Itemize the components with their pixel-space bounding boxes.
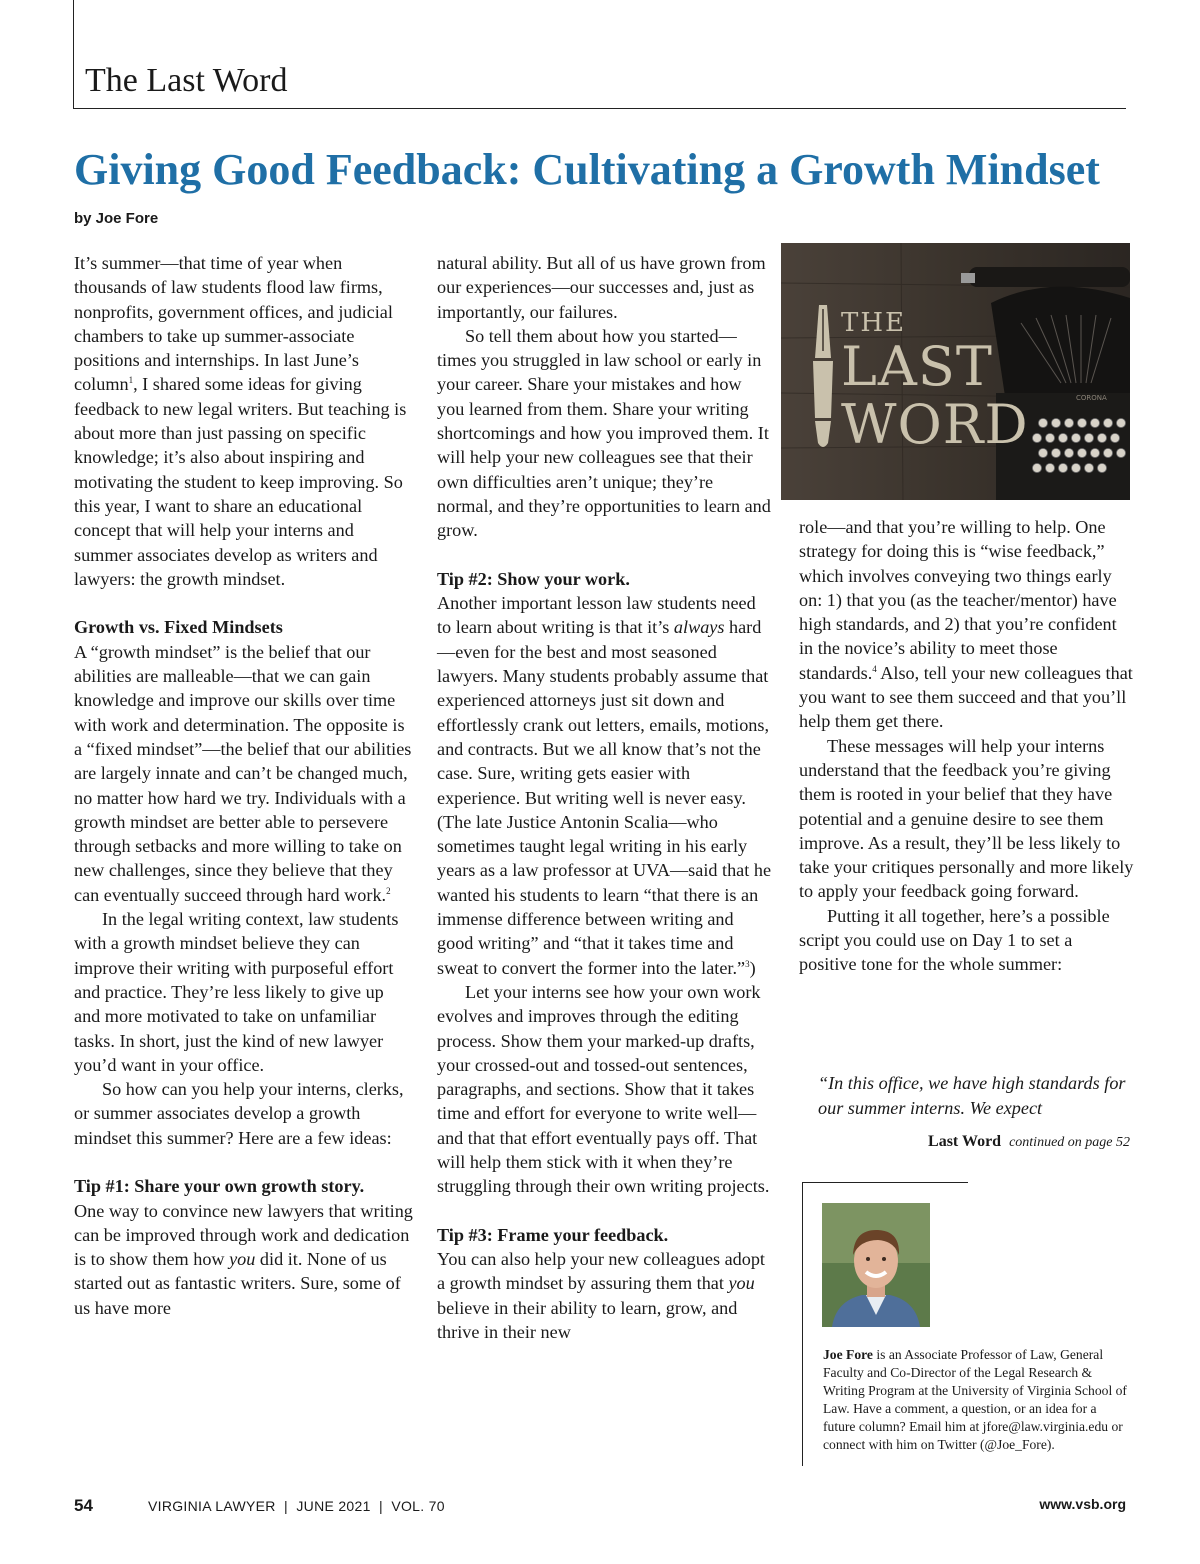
paragraph (437, 1247, 772, 1344)
text-run: hard—even for the best and most seasoned lawyers. Many students probably assume that experienced attorneys just sit down and effortlessly crank out letters, emails, motions, and contracts. But we all know that’s not the case. Sure, writing gets easier with experience. But writing well is never easy. (The late Justice Antonin Scalia—who sometimes taught legal writing in his early years as a law professor at UVA—said that he wanted his students to learn “that there is an immense difference between writing and good writing” and “that it takes time and sweat to convert the former into the later.” (437, 617, 772, 978)
paragraph: These messages will help your interns understand that the feedback you’re giving them is rooted in your belief that they have potential and a genuine desire to see them improve. As a result, they’ll be less likely to take your critiques personally and more likely to apply your feedback going forward. (799, 735, 1134, 902)
article-column-2 (437, 251, 772, 1344)
publication-info: VIRGINIA LAWYER | JUNE 2021 | VOL. 70 (148, 1498, 445, 1514)
sample-script-quote: “In this office, we have high standards for our summer interns. We expect (818, 1073, 1126, 1118)
text-run: Also, tell your new colleagues that you want to see them succeed and that you’ll help them get there. (799, 662, 1133, 732)
byline: by Joe Fore (74, 210, 159, 227)
author-name: Joe Fore (823, 1347, 873, 1362)
text-run: One way to convince new lawyers that writing can be improved through work and dedication is to show them how (74, 1200, 413, 1270)
emphasis: you (229, 1249, 256, 1270)
paragraph (74, 251, 414, 591)
text-run: did it. None of us started out as fantastic writers. Sure, some of us have more (74, 1249, 401, 1318)
promo-title-line-2: LAST (841, 335, 993, 398)
paragraph: So tell them about how you started—times you struggled in law school or early in your career. Share your mistakes and how you learned from them. Share your writing shortcomings and how you improved them. It will help your new colleagues see that their own difficulties aren’t unique; they’re normal, and they’re opportunities to learn and grow. (437, 325, 771, 541)
subheading: Growth vs. Fixed Mindsets (74, 617, 283, 638)
continued-line (928, 1133, 1130, 1151)
header-horizontal-rule (73, 108, 1126, 109)
promo-title-line-1: THE (841, 308, 906, 338)
subheading: Tip #1: Share your own growth story. (74, 1176, 365, 1197)
paragraph (437, 591, 772, 980)
emphasis: you (728, 1273, 755, 1294)
author-bio-text: is an Associate Professor of Law, General Faculty and Co-Director of the Legal Research & Writing Program at the University of Virginia School of Law. Have a comment, a question, or an idea for a future column? Email him at jfore@law.virginia.edu or connect with him on Twitter (@Joe_Fore). (823, 1347, 1127, 1452)
subheading: Tip #3: Frame your feedback. (437, 1224, 669, 1245)
text-run: ) (749, 957, 756, 978)
text-run: Another important lesson law students need to learn about writing is that it’s (437, 593, 756, 638)
text-run: role—and that you’re willing to help. One strategy for doing this is “wise feedback,” which involves conveying two things early on: 1) that you (as the teacher/mentor) have high standards, and 2) that you’re confident in the novice’s ability to meet those standards. (799, 517, 1117, 683)
footnote-ref: 2 (386, 885, 391, 896)
paragraph: natural ability. But all of us have grown from our experiences—our successes and, just as importantly, our failures. (437, 253, 766, 322)
text-run: believe in their ability to learn, grow, and thrive in their new (437, 1297, 738, 1343)
promo-illustration (781, 243, 1130, 500)
subheading: Tip #2: Show your work. (437, 568, 630, 589)
continued-link[interactable]: continued on page 52 (1009, 1135, 1130, 1150)
paragraph: So how can you help your interns, clerks, or summer associates develop a growth mindset this summer? Here are a few ideas: (74, 1079, 404, 1148)
footnote-ref: 3 (745, 958, 750, 969)
typewriter-brand: CORONA (1076, 394, 1107, 402)
text-run: You can also help your new colleagues adopt a growth mindset by assuring them that (437, 1249, 765, 1294)
article-column-3 (799, 515, 1134, 977)
paragraph (799, 515, 1134, 734)
the-last-word-promo-image (781, 243, 1130, 500)
section-title: The Last Word (85, 62, 288, 99)
paragraph (74, 640, 414, 907)
paragraph: Let your interns see how your own work evolves and improves through the editing process. Show them your marked-up drafts, your crossed-out and tossed-out sentences, paragraphs, and sections. Show that it takes time and effort for everyone to write well—and that that effort eventually pays off. That will help them stick with it when they’re struggling through their own writing projects. (437, 981, 770, 1197)
text-run: A “growth mindset” is the belief that our abilities are malleable—that we can gain knowledge and improve our skills over time with work and determination. The opposite is a “fixed mindset”—the belief that our abilities are largely innate and can’t be changed much, no matter how hard we try. Individuals with a growth mindset are better able to persevere through setbacks and more willing to take on new challenges, since they believe that they can eventually succeed through hard work. (74, 641, 412, 905)
continued-label: Last Word (928, 1133, 1002, 1150)
author-portrait-illustration (822, 1203, 930, 1327)
paragraph: In the legal writing context, law students with a growth mindset believe they can improve their writing with purposeful effort and practice. They’re less likely to give up and more motivated to take on unfamiliar tasks. In short, just the kind of new lawyer you’d want in your office. (74, 909, 399, 1075)
footnote-ref: 4 (872, 663, 877, 674)
bio-box-rule-vertical (802, 1182, 803, 1466)
paragraph: Putting it all together, here’s a possible script you could use on Day 1 to set a positive tone for the whole summer: (799, 905, 1110, 975)
promo-title-line-3: WORD (841, 393, 1029, 456)
article-title: Giving Good Feedback: Cultivating a Growth Mindset (74, 145, 1100, 194)
article-column-1 (74, 251, 414, 1320)
footnote-ref: 1 (128, 375, 134, 386)
website-link[interactable]: www.vsb.org (1039, 1496, 1126, 1512)
text-run: It’s summer—that time of year when thousands of law students flood law firms, nonprofits, government offices, and judicial chambers to take up summer-associate positions and internships. In last June’s column (74, 253, 393, 395)
header-vertical-rule (73, 0, 74, 108)
author-bio (823, 1346, 1128, 1454)
paragraph (74, 1199, 414, 1320)
bio-box-rule-horizontal (802, 1182, 968, 1183)
text-run: , I shared some ideas for giving feedback to new legal writers. But teaching is about more than just passing on specific knowledge; it’s also about inspiring and motivating the student to keep improving. So this year, I want to share an educational concept that will help your interns and summer associates develop as writers and lawyers: the growth mindset. (74, 374, 407, 589)
page-number: 54 (74, 1496, 93, 1515)
emphasis: always (673, 617, 725, 638)
author-photo (822, 1203, 930, 1327)
